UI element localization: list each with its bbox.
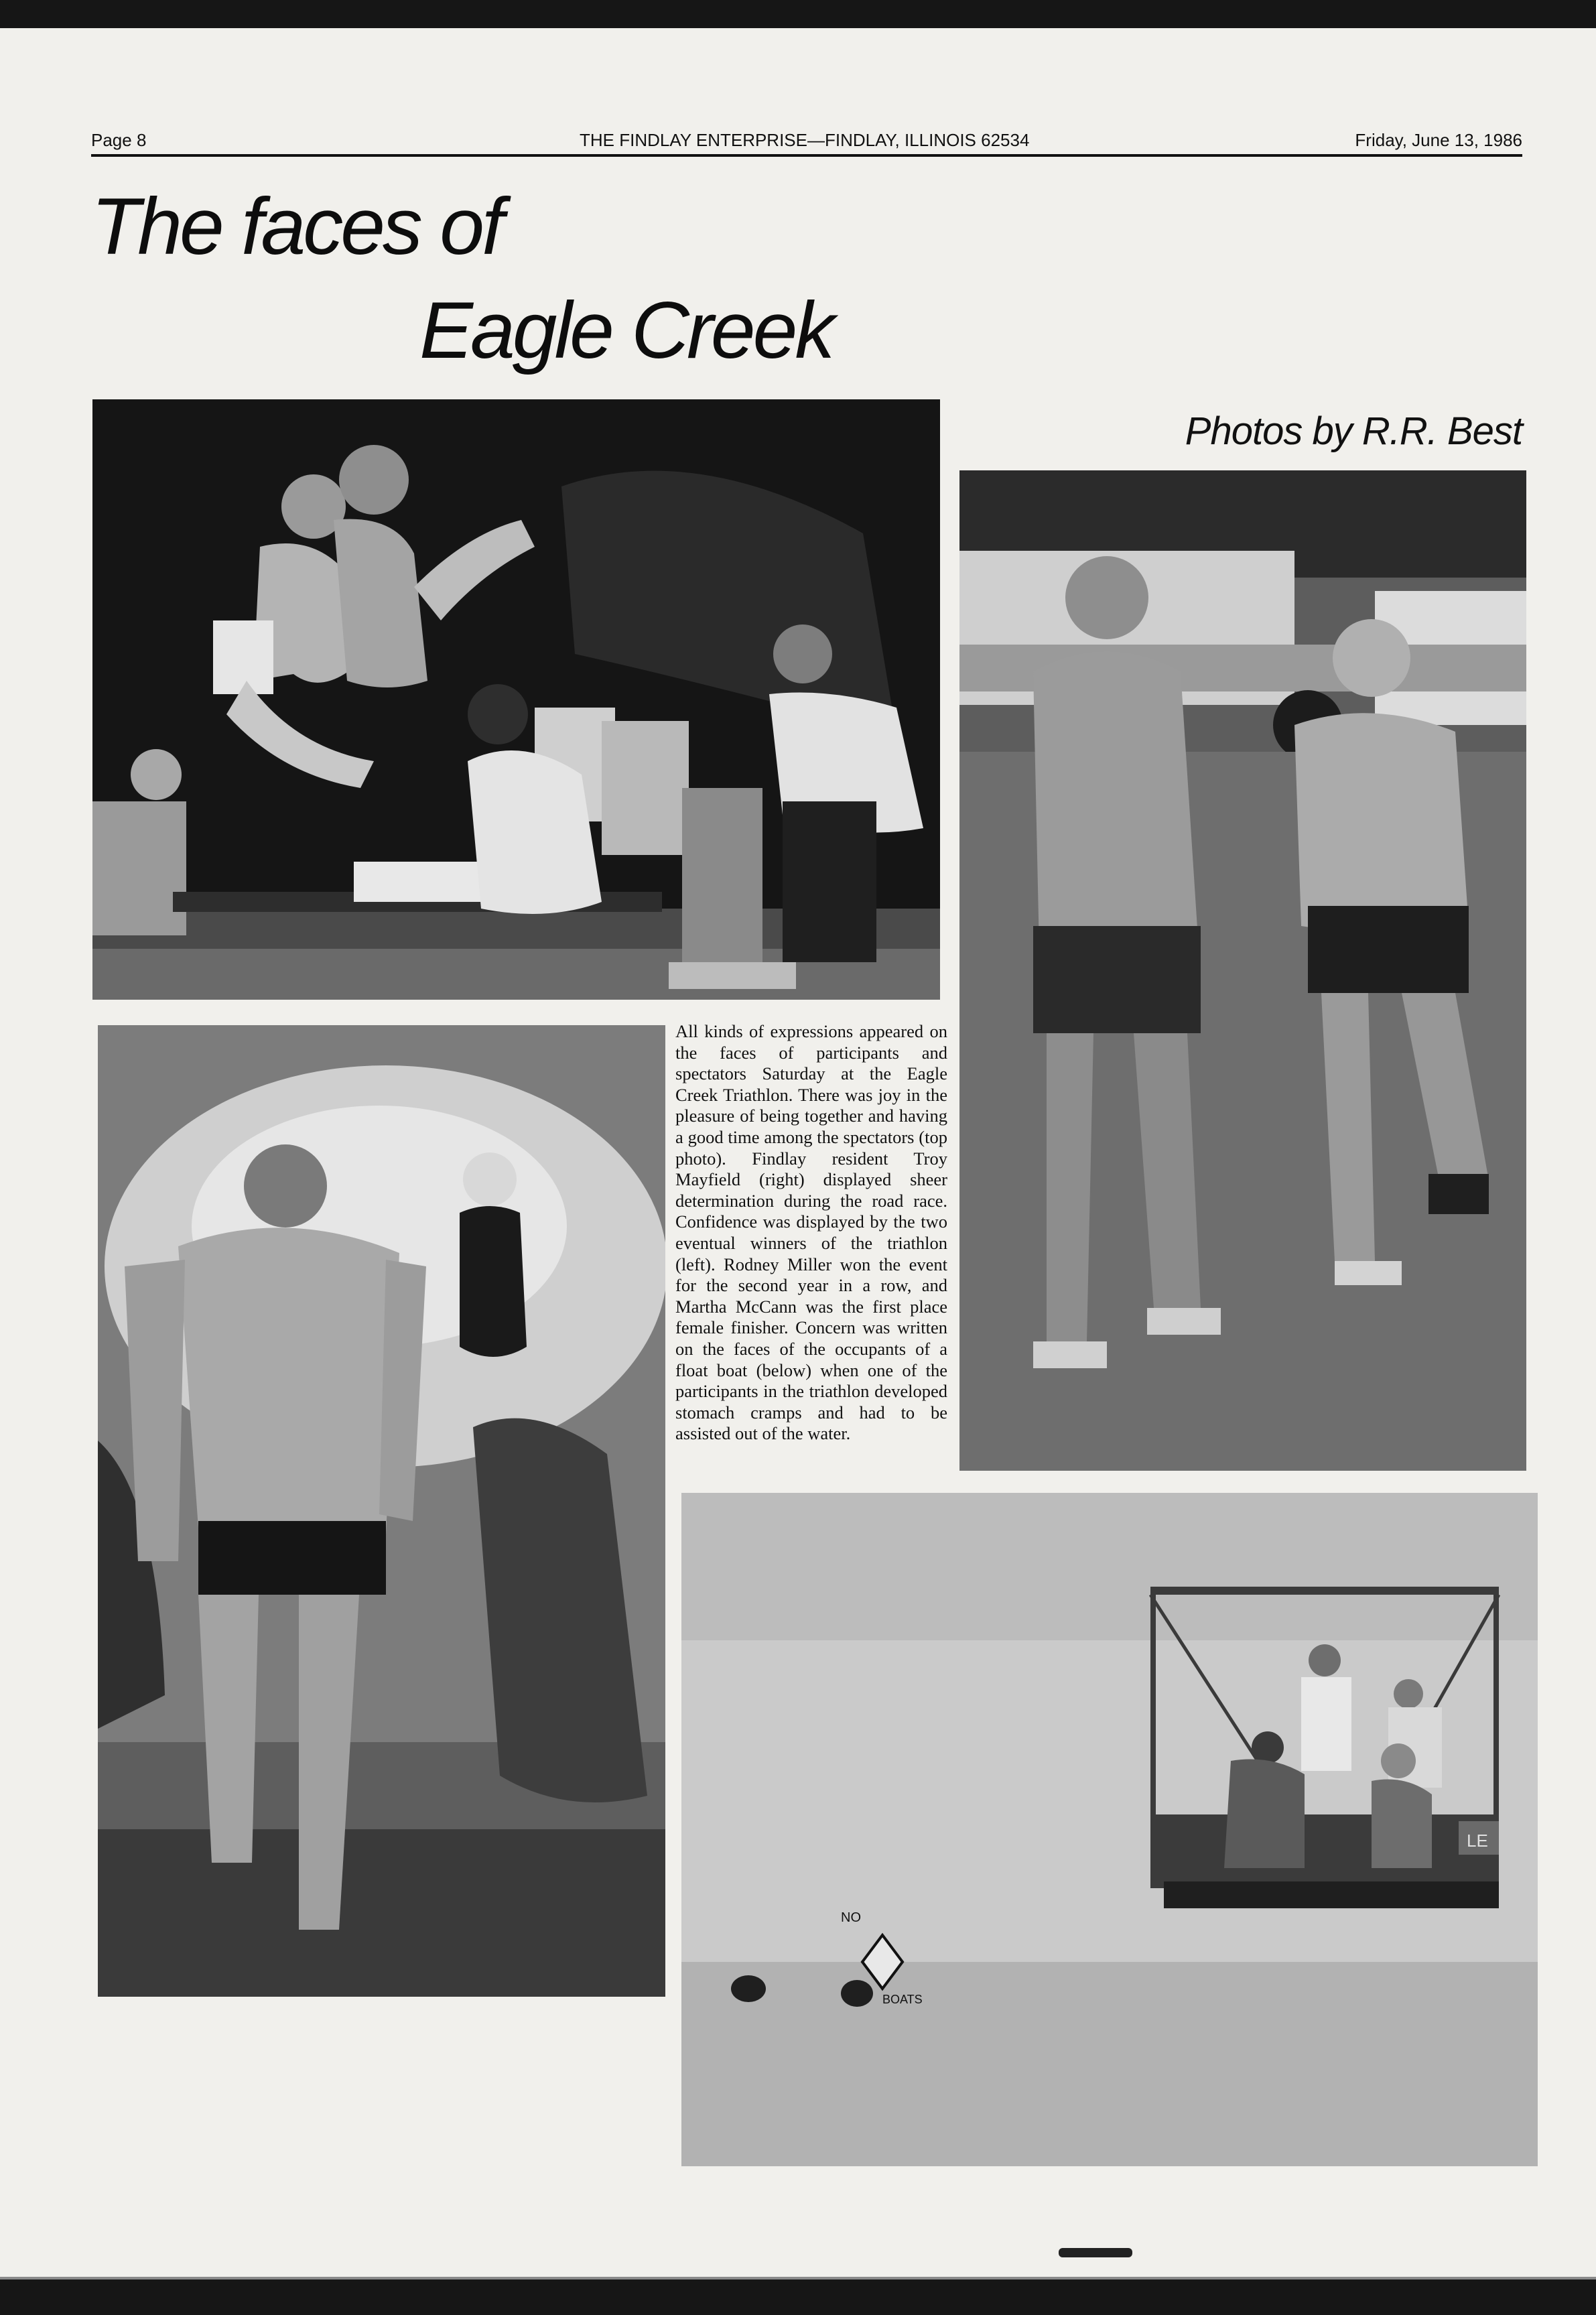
headline-line-2: Eagle Creek <box>419 285 833 375</box>
boat-side-lettering: LE <box>1467 1831 1488 1851</box>
page-number: Page 8 <box>91 130 147 150</box>
scan-smudge <box>1059 2248 1132 2257</box>
swim-winners-photo <box>98 1025 665 1997</box>
no-sign-text: NO <box>841 1910 861 1925</box>
boats-sign-text: BOATS <box>882 1993 923 2006</box>
float-boat-photo <box>681 1493 1538 2166</box>
header-rule <box>91 154 1522 157</box>
masthead: THE FINDLAY ENTERPRISE—FINDLAY, ILLINOIS 62534 <box>580 130 1030 150</box>
spectators-photo <box>92 399 940 1000</box>
photo-caption: All kinds of expressions appeared on the faces of participants and spectators Saturday at the Eagle Creek Triathlon. There was joy in the pleasure of being together and having a good time among the spectators (top photo). Findlay resident Troy Mayfield (right) displayed sheer determination during the road race. Confidence was displayed by the two eventual winners of the triathlon (left). Rodney Miller won the event for the second year in a row, and Martha McCann was the first place female finisher. Concern was written on the faces of the occupants of a float boat (below) when one of the participants in the triathlon developed stomach cramps and had to be assisted out of the water. <box>675 1021 947 1444</box>
issue-date: Friday, June 13, 1986 <box>1355 130 1522 150</box>
photo-credit: Photos by R.R. Best <box>1185 409 1522 453</box>
road-race-photo <box>959 470 1526 1471</box>
scan-edge <box>0 2277 1596 2279</box>
headline-line-1: The faces of <box>91 182 502 271</box>
page-header <box>91 101 1522 154</box>
